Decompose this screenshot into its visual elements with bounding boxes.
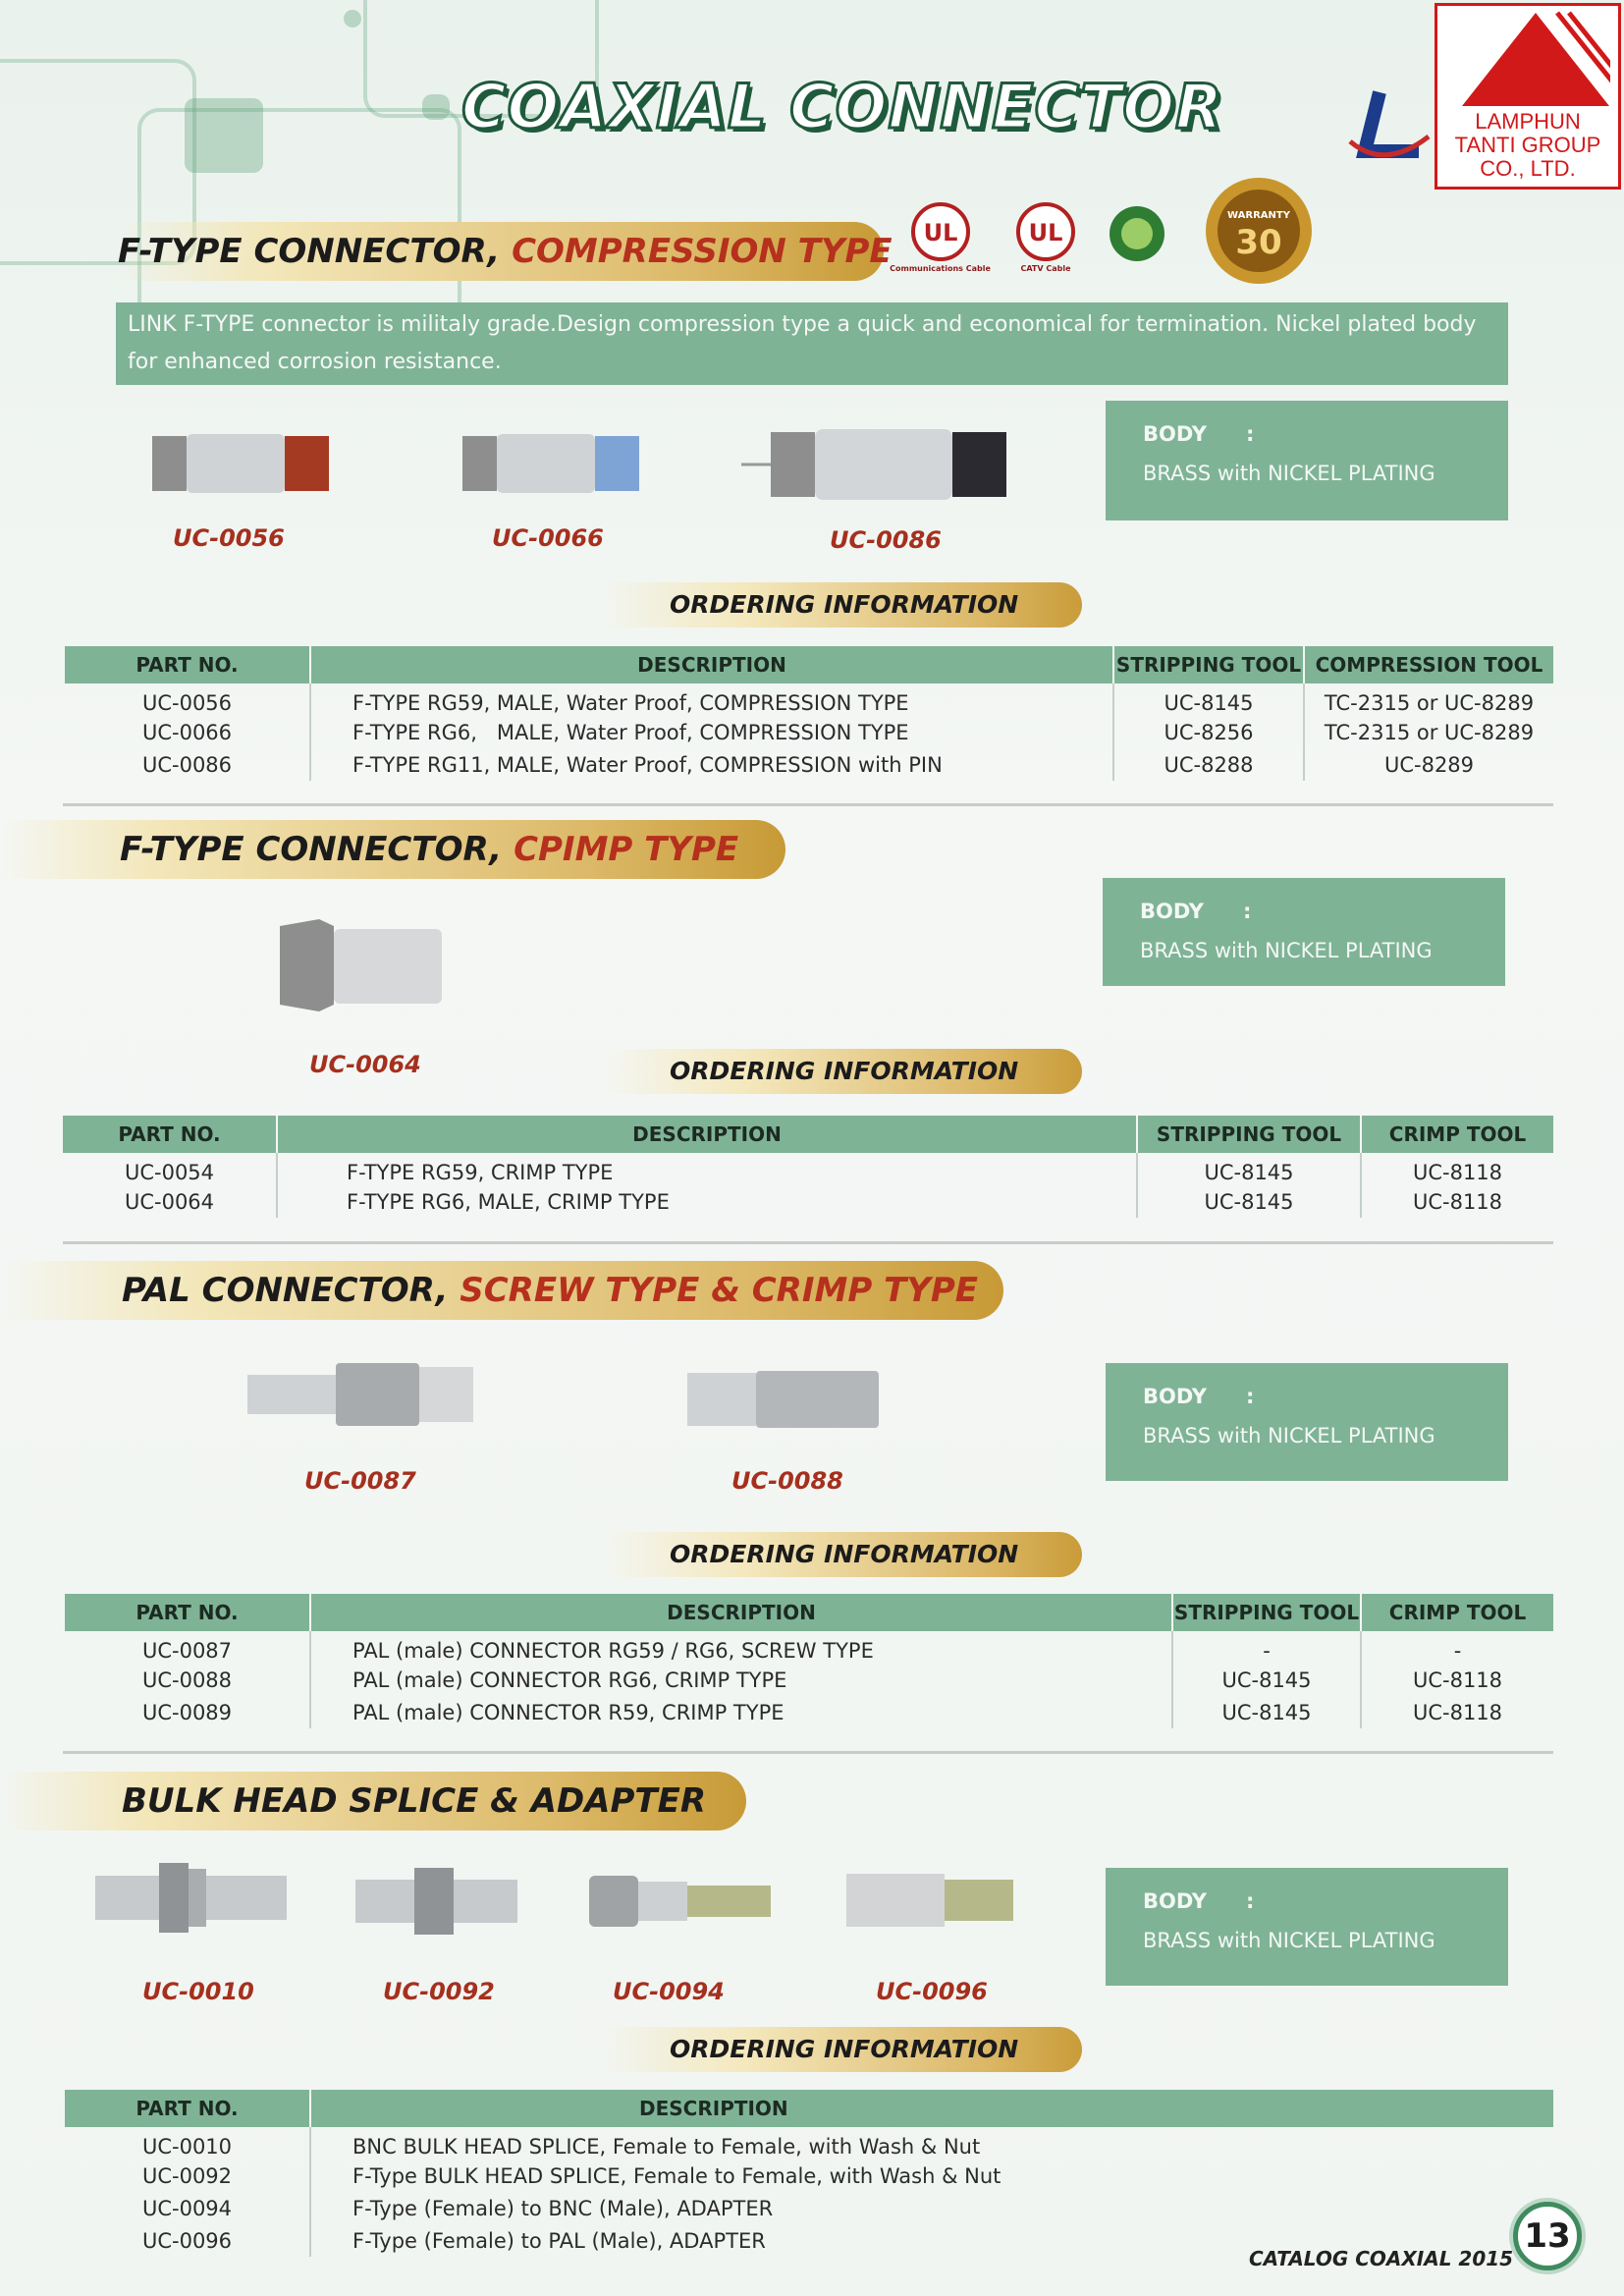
triangle-logo-icon: [1447, 8, 1610, 110]
cell: UC-0054: [63, 1153, 277, 1185]
cell: UC-0064: [63, 1185, 277, 1218]
ordering-info-banner: [601, 582, 1082, 628]
heading-text: BULK HEAD SPLICE & ADAPTER: [122, 1781, 707, 1821]
ordering-info-banner: [601, 1049, 1082, 1094]
f-to-pal-adapter-image: [844, 1866, 1016, 1935]
decor-square: [344, 10, 361, 27]
body-material-box: [1103, 878, 1505, 986]
svg-text:UL: UL: [923, 219, 957, 246]
heading-text: F-TYPE CONNECTOR,: [120, 830, 503, 869]
cell: UC-8145: [1172, 1696, 1361, 1728]
table-row: [63, 1185, 1553, 1218]
cell: F-TYPE RG6, MALE, Water Proof, COMPRESSION TYPE: [310, 716, 1113, 748]
cell: UC-0066: [65, 716, 310, 748]
body-colon: :: [1245, 422, 1255, 446]
cert-label: Communications Cable: [890, 264, 991, 273]
col-part-no: PART NO.: [65, 646, 310, 683]
ordering-text: ORDERING INFORMATION: [670, 2035, 1019, 2063]
col-description: DESCRIPTION: [310, 1594, 1172, 1631]
product-description: LINK F-TYPE connector is militaly grade.Design compression type a quick and economical for termination. Nickel plated body for enhanced corrosion resistance.: [116, 302, 1508, 385]
heading-text: PAL CONNECTOR,: [122, 1271, 449, 1310]
ul-icon: [910, 201, 971, 262]
logo-line-2: TANTI GROUP: [1454, 133, 1601, 157]
col-description: DESCRIPTION: [310, 646, 1113, 683]
bnc-bulkhead-splice-image: [93, 1861, 290, 1935]
col-stripping-tool: STRIPPING TOOL: [1172, 1594, 1361, 1631]
section-heading-bulkhead: [0, 1772, 746, 1831]
page-number: 13: [1513, 2202, 1582, 2270]
warranty-30-badge-icon: [1203, 175, 1316, 288]
cell: UC-8256: [1113, 716, 1304, 748]
cell: UC-8288: [1113, 748, 1304, 781]
cell: F-Type (Female) to PAL (Male), ADAPTER: [352, 2228, 766, 2253]
ul-icon: [1015, 201, 1076, 262]
table-row: [65, 716, 1553, 748]
cell: F-TYPE RG6, MALE, CRIMP TYPE: [277, 1185, 1137, 1218]
product-label: UC-0056: [173, 524, 285, 552]
body-label: BODY: [1143, 422, 1207, 446]
col-crimp-tool: CRIMP TOOL: [1361, 1116, 1553, 1153]
product-label: UC-0066: [492, 524, 604, 552]
cell: F-TYPE RG11, MALE, Water Proof, COMPRESSION with PIN: [310, 748, 1113, 781]
body-label: BODY: [1140, 900, 1204, 923]
pal-screw-connector-image: [245, 1355, 486, 1434]
cell: TC-2315 or UC-8289: [1324, 720, 1535, 744]
heading-text: F-TYPE CONNECTOR,: [118, 232, 501, 271]
cell: UC-8145: [1137, 1185, 1361, 1218]
table-row: [65, 683, 1553, 716]
table-row: [65, 2127, 1553, 2159]
table-row: [65, 1631, 1553, 1664]
section-heading-compression: [118, 222, 893, 281]
ordering-table-compression: [65, 646, 1553, 781]
table-row: [65, 2159, 1553, 2192]
cell: UC-8118: [1412, 1160, 1503, 1184]
decor-square: [422, 94, 450, 120]
cell: F-TYPE RG59, CRIMP TYPE: [277, 1153, 1137, 1185]
table-row: [63, 1153, 1553, 1185]
svg-text:30: 30: [1235, 223, 1282, 262]
table-row: [65, 748, 1553, 781]
cell: PAL (male) CONNECTOR R59, CRIMP TYPE: [310, 1696, 1172, 1728]
svg-text:UL: UL: [1028, 219, 1063, 246]
divider: [63, 803, 1553, 806]
link-logo-fragment: [1345, 82, 1434, 181]
body-label: BODY: [1143, 1385, 1207, 1408]
cell: UC-0089: [65, 1696, 310, 1728]
ordering-table-pal: [65, 1594, 1553, 1728]
ordering-info-banner: [601, 1532, 1082, 1577]
logo-line-1: LAMPHUN: [1475, 109, 1581, 134]
divider: [63, 1751, 1553, 1754]
cell: PAL (male) CONNECTOR RG6, CRIMP TYPE: [310, 1664, 1172, 1696]
cell: UC-8145: [1172, 1664, 1361, 1696]
product-label: UC-0094: [613, 1978, 725, 2005]
ordering-info-banner: [601, 2027, 1082, 2072]
ordering-text: ORDERING INFORMATION: [670, 1057, 1019, 1085]
table-row: [65, 2192, 1553, 2224]
body-material: BRASS with NICKEL PLATING: [1140, 939, 1433, 962]
heading-red-text: CPIMP TYPE: [514, 830, 739, 869]
lamphun-logo: [1435, 3, 1621, 190]
cell: UC-8118: [1412, 1700, 1503, 1724]
cell: UC-0086: [65, 748, 310, 781]
globe-icon: [1108, 204, 1166, 263]
f-type-bulkhead-splice-image: [353, 1866, 520, 1937]
compression-connector-red-image: [147, 424, 334, 503]
cell: F-Type BULK HEAD SPLICE, Female to Female, with Wash & Nut: [352, 2163, 1001, 2188]
section-heading-pal: [0, 1261, 1003, 1320]
body-colon: :: [1242, 900, 1252, 923]
cell: UC-8118: [1412, 1667, 1503, 1692]
cell: UC-0088: [65, 1664, 310, 1696]
cell: UC-8289: [1383, 752, 1475, 777]
cell: UC-0096: [65, 2224, 310, 2257]
ordering-text: ORDERING INFORMATION: [670, 590, 1019, 619]
heading-red-text: SCREW TYPE & CRIMP TYPE: [460, 1271, 979, 1310]
compression-connector-pin-image: [741, 417, 1011, 511]
cell: BNC BULK HEAD SPLICE, Female to Female, with Wash & Nut: [352, 2134, 981, 2159]
cell: UC-0010: [65, 2127, 310, 2159]
ul-communications-badge: [879, 201, 1001, 273]
body-material: BRASS with NICKEL PLATING: [1143, 462, 1435, 485]
body-material-box: [1106, 401, 1508, 520]
logo-line-3: CO., LTD.: [1480, 156, 1576, 181]
cell: PAL (male) CONNECTOR RG59 / RG6, SCREW TYPE: [310, 1631, 1172, 1664]
cert-label: CATV Cable: [1020, 264, 1071, 273]
col-crimp-tool: CRIMP TOOL: [1361, 1594, 1553, 1631]
col-description: DESCRIPTION: [277, 1116, 1137, 1153]
ul-catv-badge: [1011, 201, 1080, 273]
product-label: UC-0088: [731, 1467, 843, 1495]
cell: UC-8145: [1137, 1153, 1361, 1185]
table-row: [65, 1696, 1553, 1728]
col-part-no: PART NO.: [65, 1594, 310, 1631]
col-part-no: PART NO.: [63, 1116, 277, 1153]
page-title: COAXIAL CONNECTOR: [461, 71, 1223, 142]
cell: UC-0087: [65, 1631, 310, 1664]
cell: TC-2315 or UC-8289: [1324, 690, 1535, 715]
cell: -: [1453, 1638, 1462, 1663]
f-to-bnc-adapter-image: [587, 1862, 774, 1941]
body-label: BODY: [1143, 1889, 1207, 1913]
cell: UC-0094: [65, 2192, 310, 2224]
ordering-table-bulkhead: [65, 2090, 1553, 2257]
crimp-connector-image: [275, 911, 447, 1019]
col-description: DESCRIPTION: [310, 2090, 1553, 2127]
product-label: UC-0087: [304, 1467, 416, 1495]
body-material-box: [1106, 1363, 1508, 1481]
decor-square: [185, 98, 263, 173]
pal-crimp-connector-image: [685, 1368, 882, 1432]
compression-connector-blue-image: [458, 424, 644, 503]
cell: F-TYPE RG59, MALE, Water Proof, COMPRESSION TYPE: [310, 683, 1113, 716]
col-stripping-tool: STRIPPING TOOL: [1137, 1116, 1361, 1153]
ordering-text: ORDERING INFORMATION: [670, 1540, 1019, 1568]
body-material: BRASS with NICKEL PLATING: [1143, 1424, 1435, 1448]
col-compression-tool: COMPRESSION TOOL: [1304, 646, 1553, 683]
ordering-table-crimp: [63, 1116, 1553, 1218]
cell: UC-8118: [1412, 1189, 1503, 1214]
body-material: BRASS with NICKEL PLATING: [1143, 1929, 1435, 1952]
heading-red-text: COMPRESSION TYPE: [512, 232, 893, 271]
product-label: UC-0064: [309, 1051, 421, 1078]
body-material-box: [1106, 1868, 1508, 1986]
cell: UC-8145: [1113, 683, 1304, 716]
cell: UC-0092: [65, 2159, 310, 2192]
cell: F-Type (Female) to BNC (Male), ADAPTER: [352, 2196, 774, 2220]
product-label: UC-0010: [142, 1978, 254, 2005]
section-heading-crimp: [0, 820, 785, 879]
product-label: UC-0092: [383, 1978, 495, 2005]
col-stripping-tool: STRIPPING TOOL: [1113, 646, 1304, 683]
product-label: UC-0096: [876, 1978, 988, 2005]
catalog-footer: CATALOG COAXIAL 2015: [1249, 2247, 1514, 2270]
body-colon: :: [1245, 1385, 1255, 1408]
svg-text:WARRANTY: WARRANTY: [1227, 210, 1290, 221]
cell: UC-0056: [65, 683, 310, 716]
body-colon: :: [1245, 1889, 1255, 1913]
table-row: [65, 1664, 1553, 1696]
cell: -: [1172, 1631, 1361, 1664]
col-part-no: PART NO.: [65, 2090, 310, 2127]
divider: [63, 1241, 1553, 1244]
product-label: UC-0086: [830, 526, 942, 554]
